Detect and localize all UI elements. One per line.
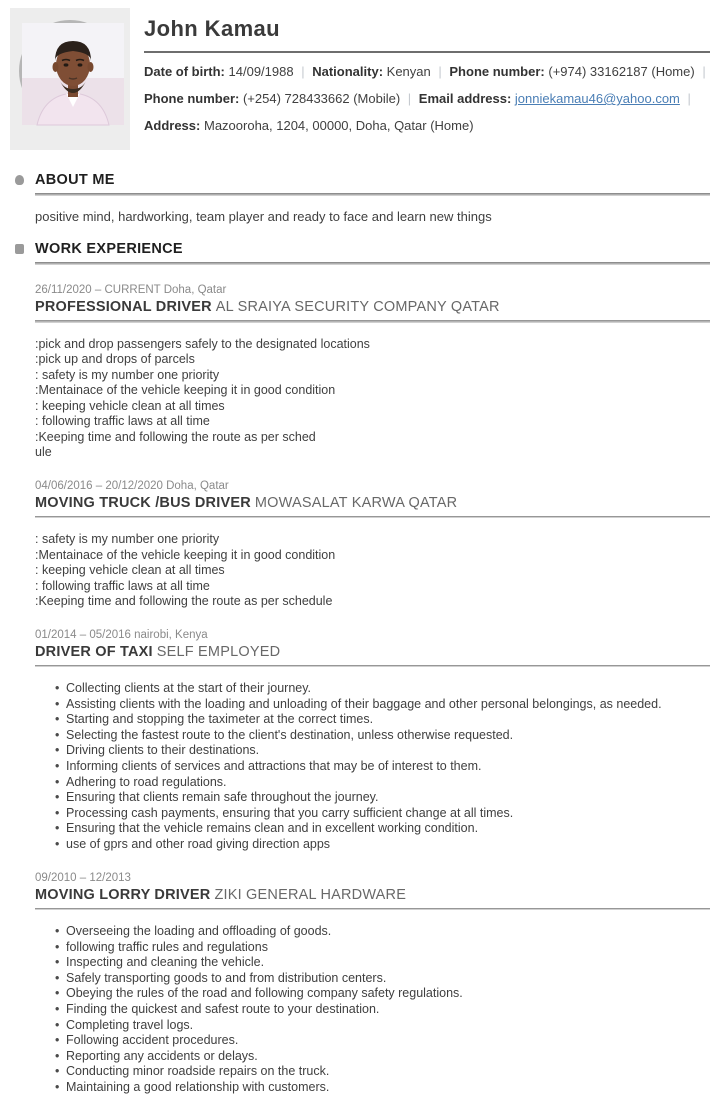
bullet-item [55,986,710,1002]
contact-line-3 [144,117,710,134]
bullet-item [55,1049,710,1065]
phone-mobile-label: Phone number: [144,91,240,106]
separator: | [438,64,442,79]
bullet-item [55,806,710,822]
bullet-item [55,775,710,791]
bullet-text: Conducting minor roadside repairs on the truck. [66,1064,330,1079]
section-divider [35,262,710,265]
separator: | [301,64,305,79]
bullet-item [55,743,710,759]
separator: | [687,91,691,106]
bullet-text: Driving clients to their destinations. [66,743,260,758]
duty-line: : keeping vehicle clean at all times [35,563,225,577]
bullet-marker: • [55,1033,60,1048]
bullet-item [55,728,710,744]
bullet-text: Following accident procedures. [66,1033,239,1048]
phone-home-label: Phone number: [449,64,545,79]
duty-line: :Keeping time and following the route as per schedule [35,594,333,608]
job-entry-lorry-driver [35,872,710,1096]
bullet-item [55,837,710,853]
bullet-marker: • [55,955,60,970]
bullet-marker: • [55,970,60,985]
bullet-item [55,924,710,940]
duty-line: : keeping vehicle clean at all times [35,398,225,413]
job-title-line [35,299,710,320]
nationality-label: Nationality: [312,64,384,79]
duty-line: ule [35,445,52,459]
about-section-heading [35,172,710,196]
job-company: ZIKI GENERAL HARDWARE [214,886,407,903]
bullet-marker: • [55,924,60,939]
job-role: DRIVER OF TAXI [35,643,153,660]
profile-photo-backdrop [10,8,130,150]
duty-line: : following traffic laws at all time [35,578,210,593]
bullet-marker: • [55,821,60,836]
job-role: MOVING TRUCK /BUS DRIVER [35,494,251,511]
bullet-text: Completing travel logs. [66,1017,194,1032]
bullet-marker: • [55,1048,60,1063]
bullet-text: Safely transporting goods to and from distribution centers. [66,970,387,985]
bullet-marker: • [55,758,60,773]
duty-line: : safety is my number one priority [35,367,220,382]
bullet-marker: • [55,805,60,820]
duty-line: :Keeping time and following the route as per sched [35,429,316,444]
job-entry-professional-driver [35,284,710,461]
email-link[interactable]: jonniekamau46@yahoo.com [514,91,680,106]
email-label: Email address: [418,91,512,106]
bullet-marker: • [55,712,60,727]
briefcase-icon [15,244,24,254]
duty-line: :Mentainace of the vehicle keeping it in good condition [35,547,336,562]
job-dates-location: 26/11/2020 – CURRENT Doha, Qatar [35,284,227,296]
bullet-text: Finding the quickest and safest route to your destination. [66,1002,380,1016]
job-company: MOWASALAT KARWA QATAR [254,494,458,511]
bullet-marker: • [55,1017,60,1032]
phone-mobile-value: (+254) 728433662 (Mobile) [242,91,401,106]
bullet-text: Maintaining a good relationship with customers. [66,1079,330,1094]
bullet-text: Processing cash payments, ensuring that you carry sufficient change at all times. [66,805,514,820]
bullet-marker: • [55,727,60,742]
job-divider [35,665,710,668]
page-title: John Kamau [144,16,281,41]
bullet-text: Obeying the rules of the road and following company safety regulations. [66,986,463,1001]
bullet-marker: • [55,939,60,954]
profile-photo-illustration [22,23,124,125]
job-title-line [35,887,710,908]
bullet-marker: • [55,790,60,805]
bullet-text: Collecting clients at the start of their journey. [66,681,312,695]
bullet-item [55,697,710,713]
bullet-item [55,1002,710,1018]
bullet-item [55,681,710,697]
duty-line: :pick up and drops of parcels [35,352,195,366]
bullet-text: Selecting the fastest route to the client's destination, unless otherwise requested. [66,727,514,742]
job-dates-location: 01/2014 – 05/2016 nairobi, Kenya [35,628,208,641]
contact-line-1 [144,63,710,80]
bullet-text: Informing clients of services and attractions that may be of interest to them. [66,758,482,773]
bullet-item [55,940,710,956]
bullet-text: Overseeing the loading and offloading of goods. [66,924,332,939]
resume-header [0,0,724,150]
duty-line: :Mentainace of the vehicle keeping it in good condition [35,383,336,397]
bullet-marker: • [55,836,60,851]
bullet-item [55,1080,710,1096]
bullet-text: Starting and stopping the taximeter at the correct times. [66,712,374,727]
bullet-marker: • [55,774,60,789]
job-role: MOVING LORRY DRIVER [35,886,211,903]
job-entry-taxi-driver [35,629,710,853]
phone-home-value: (+974) 33162187 (Home) [548,64,695,79]
job-company: SELF EMPLOYED [156,643,281,660]
bullet-text: use of gprs and other road giving direction apps [66,836,331,851]
job-duty-list [35,532,710,610]
job-divider [35,516,710,519]
dob-label: Date of birth: [144,64,225,79]
bullet-item [55,1018,710,1034]
bullet-marker: • [55,1079,60,1094]
bullet-item [55,712,710,728]
job-title-line [35,644,710,665]
bullet-item [55,1064,710,1080]
work-section-title: WORK EXPERIENCE [35,241,183,257]
job-bullet-list [35,924,710,1096]
bullet-item [55,759,710,775]
bullet-item [55,955,710,971]
bullet-text: Ensuring that clients remain safe throughout the journey. [66,790,379,805]
address-value: Mazooroha, 1204, 00000, Doha, Qatar (Home) [203,118,474,133]
header-text [130,8,710,150]
job-bullet-list [35,681,710,853]
job-divider [35,908,710,911]
job-entry-truck-bus-driver [35,480,710,610]
about-section-title: ABOUT ME [35,172,115,188]
bullet-text: Reporting any accidents or delays. [66,1048,258,1063]
section-divider [35,193,710,196]
bullet-marker: • [55,1064,60,1079]
job-divider [35,320,710,323]
bullet-item [55,790,710,806]
job-title-line [35,495,710,516]
bullet-marker: • [55,1002,60,1016]
bullet-marker: • [55,681,60,695]
person-icon [15,175,24,185]
work-section-heading [35,241,710,265]
duty-line: :pick and drop passengers safely to the designated locations [35,336,370,351]
bullet-item [55,971,710,987]
resume-body [0,150,724,1096]
job-role: PROFESSIONAL DRIVER [35,299,212,315]
bullet-marker: • [55,696,60,711]
profile-photo [19,20,121,122]
job-duty-list [35,337,710,461]
bullet-text: Adhering to road regulations. [66,774,227,789]
bullet-text: Ensuring that the vehicle remains clean and in excellent working condition. [66,821,479,836]
bullet-text: following traffic rules and regulations [66,939,268,954]
bullet-item [55,1033,710,1049]
separator: | [702,64,706,79]
about-text: positive mind, hardworking, team player and ready to face and learn new things [35,209,492,224]
name-divider [144,51,710,53]
bullet-marker: • [55,743,60,758]
duty-line: : following traffic laws at all time [35,414,210,428]
bullet-text: Inspecting and cleaning the vehicle. [66,955,265,970]
duty-line: : safety is my number one priority [35,532,220,546]
dob-value: 14/09/1988 [228,64,294,79]
nationality-value: Kenyan [386,64,431,79]
bullet-text: Assisting clients with the loading and unloading of their baggage and other personal belongings, as needed. [66,696,662,711]
bullet-marker: • [55,986,60,1001]
separator: | [407,91,412,106]
contact-line-2 [144,90,710,107]
job-company: AL SRAIYA SECURITY COMPANY QATAR [215,299,500,315]
job-dates-location: 09/2010 – 12/2013 [35,871,131,884]
job-dates-location: 04/06/2016 – 20/12/2020 Doha, Qatar [35,479,229,492]
bullet-item [55,821,710,837]
address-label: Address: [144,118,201,133]
